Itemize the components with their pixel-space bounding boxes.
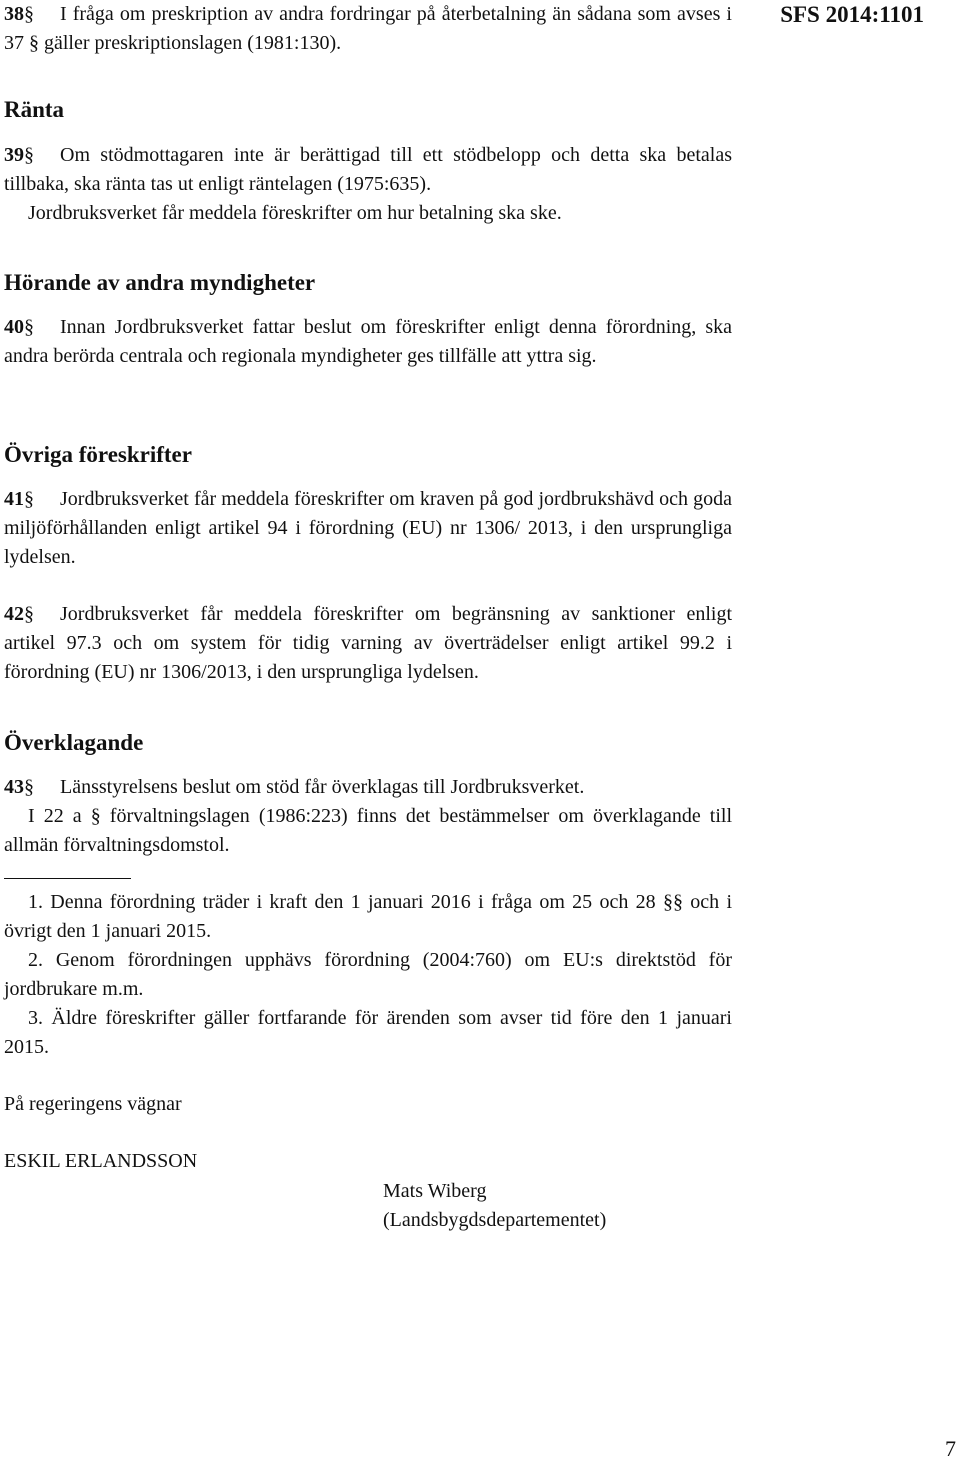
transitional-item: 1. Denna förordning träder i kraft den 1 januari 2016 i fråga om 25 och 28 §§ och i övrigt den 1 januari 2015. [4, 891, 732, 942]
section-text: Länsstyrelsens beslut om stöd får överklagas till Jordbruksverket. [60, 776, 585, 798]
department-name: (Landsbygdsdepartementet) [383, 1209, 607, 1231]
section-text: Jordbruksverket får meddela föreskrifter om begränsning av sanktioner enligt artikel 97.3 och om system för tidig varning av överträdelser enligt artikel 99.2 i förordning (EU) nr 1306/2013, i den ursprungliga lydelsen. [4, 603, 732, 683]
section-text: Innan Jordbruksverket fattar beslut om föreskrifter enligt denna förordning, ska andra berörda centrala och regionala myndigheter ges tillfälle att yttra sig. [4, 316, 732, 367]
page-number: 7 [945, 1436, 956, 1461]
sfs-number: SFS 2014:1101 [780, 2, 924, 27]
heading-ranta: Ränta [4, 97, 65, 122]
section-symbol: § [24, 144, 34, 166]
minister-name: ESKIL ERLANDSSON [4, 1150, 198, 1172]
section-number: 39 [4, 144, 24, 166]
section-text: Jordbruksverket får meddela föreskrifter om kraven på god jordbrukshävd och goda miljöförhållanden enligt artikel 94 i förordning (EU) nr 1306/ 2013, i den ursprungliga lydelsen. [4, 488, 732, 568]
section-number: 43 [4, 776, 24, 798]
transitional-item: 3. Äldre föreskrifter gäller fortfarande för ärenden som avser tid före den 1 januari 2015. [4, 1007, 732, 1058]
section-text: I fråga om preskription av andra fordringar på återbetalning än sådana som avses i 37 § gäller preskriptionslagen (1981:130). [4, 3, 732, 54]
transitional-item: 2. Genom förordningen upphävs förordning (2004:760) om EU:s direktstöd för jordbrukare m.m. [4, 949, 732, 1000]
section-text: Om stödmottagaren inte är berättigad till ett stödbelopp och detta ska betalas tillbaka, ska ränta tas ut enligt räntelagen (1975:635). [4, 144, 732, 195]
transitional-provisions [4, 888, 732, 1062]
section-text-paragraph: I 22 a § förvaltningslagen (1986:223) finns det bestämmelser om överklagande till allmän förvaltningsdomstol. [4, 805, 732, 856]
section-symbol: § [24, 316, 34, 338]
separator-rule [4, 878, 131, 879]
section-symbol: § [24, 603, 34, 625]
section-number: 38 [4, 3, 24, 25]
section-40 [4, 313, 732, 371]
official-name: Mats Wiberg [383, 1180, 487, 1202]
heading-ovriga: Övriga föreskrifter [4, 442, 192, 467]
section-43 [4, 773, 732, 860]
section-symbol: § [24, 488, 34, 510]
section-text-paragraph: Jordbruksverket får meddela föreskrifter om hur betalning ska ske. [28, 202, 562, 224]
section-41 [4, 485, 732, 572]
heading-overklagande: Överklagande [4, 730, 144, 755]
section-symbol: § [24, 3, 34, 25]
section-42 [4, 600, 732, 687]
section-38 [4, 0, 732, 58]
section-39 [4, 141, 732, 228]
section-symbol: § [24, 776, 34, 798]
heading-horande: Hörande av andra myndigheter [4, 270, 316, 295]
section-number: 40 [4, 316, 24, 338]
section-number: 41 [4, 488, 24, 510]
on-behalf-line: På regeringens vägnar [4, 1093, 182, 1115]
section-number: 42 [4, 603, 24, 625]
